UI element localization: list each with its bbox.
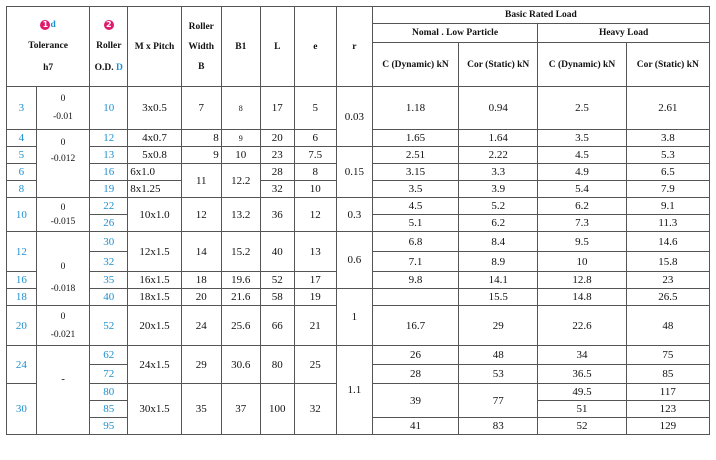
heavy-c-value: 7.3 <box>538 215 626 232</box>
l-value: 80 <box>260 346 294 384</box>
heavy-cor-header: Cor (Static) kN <box>626 43 709 87</box>
mxpitch-value: 5x0.8 <box>128 147 181 164</box>
normal-cor-value: 3.3 <box>459 164 538 181</box>
normal-cor-value: 0.94 <box>459 87 538 130</box>
roller-width-value: 8 <box>181 130 221 147</box>
roller-width-value: 11 <box>181 164 221 198</box>
r-header: r <box>336 7 372 87</box>
b1-value: 25.6 <box>221 306 260 346</box>
normal-c-value: 16.7 <box>372 306 458 346</box>
tolerance-cell: 0 -0.01 <box>36 87 89 130</box>
e-value: 7.5 <box>294 147 336 164</box>
heavy-c-value: 9.5 <box>538 232 626 252</box>
tolerance-cell: 0 -0.018 <box>36 232 89 306</box>
l-value: 52 <box>260 272 294 289</box>
e-value: 10 <box>294 181 336 198</box>
d-value: 16 <box>7 272 37 289</box>
heavy-load-header: Heavy Load <box>538 24 710 43</box>
r-value: 0.6 <box>336 232 372 289</box>
e-value: 19 <box>294 289 336 306</box>
roller-width-value: 18 <box>181 272 221 289</box>
roller-od-header <box>90 7 128 87</box>
normal-c-value: 1.65 <box>372 130 458 147</box>
normal-cor-value: 15.5 <box>459 289 538 306</box>
l-value: 32 <box>260 181 294 198</box>
roller-od-value: 40 <box>90 289 128 306</box>
d-value: 6 <box>7 164 37 181</box>
l-value: 66 <box>260 306 294 346</box>
table-row <box>7 147 710 164</box>
e-value: 12 <box>294 198 336 232</box>
basic-rated-load-header: Basic Rated Load <box>372 7 709 24</box>
heavy-c-value: 49.5 <box>538 384 626 401</box>
heavy-c-value: 51 <box>538 401 626 418</box>
table-row <box>7 198 710 215</box>
b1-value: 8 <box>221 87 260 130</box>
table-row <box>7 232 710 252</box>
normal-c-value: 4.5 <box>372 198 458 215</box>
d-value: 10 <box>7 198 37 232</box>
table-row <box>7 346 710 365</box>
normal-cor-value: 77 <box>459 384 538 418</box>
roller-width-line1: Roller <box>188 21 214 32</box>
mxpitch-value: 4x0.7 <box>128 130 181 147</box>
d-value: 4 <box>7 130 37 147</box>
roller-width-header <box>181 7 221 87</box>
mxpitch-value: 3x0.5 <box>128 87 181 130</box>
heavy-cor-value: 7.9 <box>626 181 709 198</box>
d-value: 24 <box>7 346 37 384</box>
normal-c-value: 39 <box>372 384 458 418</box>
heavy-c-header: C (Dynamic) kN <box>538 43 626 87</box>
roller-width-value: 29 <box>181 346 221 384</box>
e-value: 17 <box>294 272 336 289</box>
heavy-cor-value: 48 <box>626 306 709 346</box>
roller-od-value: 95 <box>90 418 128 435</box>
mxpitch-value: 8x1.25 <box>128 181 181 198</box>
normal-cor-value: 2.22 <box>459 147 538 164</box>
tolerance-cell: 0 -0.012 <box>36 130 89 198</box>
normal-cor-value: 53 <box>459 365 538 384</box>
r-value: 0.03 <box>336 87 372 147</box>
roller-od-value: 62 <box>90 346 128 365</box>
heavy-c-value: 6.2 <box>538 198 626 215</box>
e-header: e <box>294 7 336 87</box>
tolerance-cell: 0 -0.021 <box>36 306 89 346</box>
b1-value: 12.2 <box>221 164 260 198</box>
normal-cor-header: Cor (Static) kN <box>459 43 538 87</box>
normal-cor-value: 14.1 <box>459 272 538 289</box>
l-value: 58 <box>260 289 294 306</box>
heavy-cor-value: 14.6 <box>626 232 709 252</box>
heavy-c-value: 22.6 <box>538 306 626 346</box>
tolerance-d-label: d <box>50 20 56 31</box>
roller-od-value: 12 <box>90 130 128 147</box>
e-value: 32 <box>294 384 336 435</box>
heavy-c-value: 4.9 <box>538 164 626 181</box>
b1-header: B1 <box>221 7 260 87</box>
roller-od-value: 85 <box>90 401 128 418</box>
normal-cor-value: 5.2 <box>459 198 538 215</box>
heavy-cor-value: 117 <box>626 384 709 401</box>
e-value: 25 <box>294 346 336 384</box>
heavy-cor-value: 11.3 <box>626 215 709 232</box>
l-value: 28 <box>260 164 294 181</box>
b1-value: 10 <box>221 147 260 164</box>
roller-od-value: 72 <box>90 365 128 384</box>
roller-od-value: 80 <box>90 384 128 401</box>
table-row <box>7 289 710 306</box>
roller-width-line3: B <box>198 61 205 72</box>
heavy-cor-value: 5.3 <box>626 147 709 164</box>
l-value: 100 <box>260 384 294 435</box>
spec-table <box>6 6 710 435</box>
d-value: 3 <box>7 87 37 130</box>
roller-od-value: 19 <box>90 181 128 198</box>
d-value: 30 <box>7 384 37 435</box>
l-value: 17 <box>260 87 294 130</box>
normal-cor-value: 3.9 <box>459 181 538 198</box>
normal-cor-value: 8.4 <box>459 232 538 252</box>
d-value: 12 <box>7 232 37 272</box>
heavy-c-value: 3.5 <box>538 130 626 147</box>
d-value: 5 <box>7 147 37 164</box>
normal-c-value <box>372 289 458 306</box>
l-value: 36 <box>260 198 294 232</box>
roller-od-value: 13 <box>90 147 128 164</box>
mxpitch-value: 18x1.5 <box>128 289 181 306</box>
roller-od-value: 30 <box>90 232 128 252</box>
e-value: 5 <box>294 87 336 130</box>
r-value: 0.3 <box>336 198 372 232</box>
roller-od-value: 32 <box>90 252 128 272</box>
roller-width-value: 20 <box>181 289 221 306</box>
d-value: 18 <box>7 289 37 306</box>
table-row <box>7 87 710 130</box>
heavy-c-value: 36.5 <box>538 365 626 384</box>
normal-c-value: 5.1 <box>372 215 458 232</box>
b1-value: 30.6 <box>221 346 260 384</box>
heavy-c-value: 5.4 <box>538 181 626 198</box>
e-value: 6 <box>294 130 336 147</box>
tolerance-h7-label: h7 <box>43 63 54 74</box>
heavy-c-value: 4.5 <box>538 147 626 164</box>
roller-od-value: 35 <box>90 272 128 289</box>
mxpitch-value: 6x1.0 <box>128 164 181 181</box>
normal-cor-value: 83 <box>459 418 538 435</box>
d-value: 20 <box>7 306 37 346</box>
heavy-c-value: 34 <box>538 346 626 365</box>
heavy-cor-value: 9.1 <box>626 198 709 215</box>
roller-od-label: O.D. <box>94 63 114 74</box>
heavy-c-value: 52 <box>538 418 626 435</box>
roller-width-value: 35 <box>181 384 221 435</box>
spec-table-container <box>6 6 710 435</box>
r-value: 0.15 <box>336 147 372 198</box>
mxpitch-header: M x Pitch <box>128 7 181 87</box>
l-value: 20 <box>260 130 294 147</box>
roller-width-value: 24 <box>181 306 221 346</box>
badge-2-icon: 2 <box>104 20 114 30</box>
normal-c-value: 1.18 <box>372 87 458 130</box>
normal-low-header: Nomal . Low Particle <box>372 24 537 43</box>
normal-cor-value: 1.64 <box>459 130 538 147</box>
e-value: 8 <box>294 164 336 181</box>
heavy-cor-value: 15.8 <box>626 252 709 272</box>
normal-cor-value: 8.9 <box>459 252 538 272</box>
heavy-cor-value: 2.61 <box>626 87 709 130</box>
roller-od-value: 22 <box>90 198 128 215</box>
tolerance-label: Tolerance <box>28 41 68 52</box>
normal-cor-value: 29 <box>459 306 538 346</box>
heavy-cor-value: 23 <box>626 272 709 289</box>
normal-c-value: 7.1 <box>372 252 458 272</box>
roller-width-value: 12 <box>181 198 221 232</box>
roller-od-value: 26 <box>90 215 128 232</box>
normal-c-value: 3.15 <box>372 164 458 181</box>
heavy-cor-value: 6.5 <box>626 164 709 181</box>
normal-cor-value: 48 <box>459 346 538 365</box>
heavy-c-value: 2.5 <box>538 87 626 130</box>
heavy-c-value: 12.8 <box>538 272 626 289</box>
heavy-c-value: 14.8 <box>538 289 626 306</box>
roller-width-value: 9 <box>181 147 221 164</box>
heavy-cor-value: 75 <box>626 346 709 365</box>
r-value: 1.1 <box>336 346 372 435</box>
heavy-cor-value: 85 <box>626 365 709 384</box>
b1-value: 9 <box>221 130 260 147</box>
roller-width-value: 7 <box>181 87 221 130</box>
heavy-cor-value: 26.5 <box>626 289 709 306</box>
tolerance-cell: 0 -0.015 <box>36 198 89 232</box>
heavy-cor-value: 123 <box>626 401 709 418</box>
roller-od-value: 16 <box>90 164 128 181</box>
b1-value: 13.2 <box>221 198 260 232</box>
d-value: 8 <box>7 181 37 198</box>
normal-c-value: 9.8 <box>372 272 458 289</box>
mxpitch-value: 12x1.5 <box>128 232 181 272</box>
heavy-c-value: 10 <box>538 252 626 272</box>
normal-cor-value: 6.2 <box>459 215 538 232</box>
mxpitch-value: 24x1.5 <box>128 346 181 384</box>
b1-value: 19.6 <box>221 272 260 289</box>
heavy-cor-value: 3.8 <box>626 130 709 147</box>
roller-width-line2: Width <box>188 41 215 52</box>
e-value: 13 <box>294 232 336 272</box>
l-value: 40 <box>260 232 294 272</box>
b1-value: 21.6 <box>221 289 260 306</box>
normal-c-value: 3.5 <box>372 181 458 198</box>
normal-c-value: 41 <box>372 418 458 435</box>
normal-c-value: 6.8 <box>372 232 458 252</box>
mxpitch-value: 10x1.0 <box>128 198 181 232</box>
roller-od-value: 10 <box>90 87 128 130</box>
normal-c-value: 28 <box>372 365 458 384</box>
e-value: 21 <box>294 306 336 346</box>
mxpitch-value: 20x1.5 <box>128 306 181 346</box>
b1-value: 37 <box>221 384 260 435</box>
tolerance-cell: - <box>36 346 89 435</box>
roller-label: Roller <box>96 41 122 52</box>
tolerance-header <box>7 7 90 87</box>
l-header: L <box>260 7 294 87</box>
heavy-cor-value: 129 <box>626 418 709 435</box>
b1-value: 15.2 <box>221 232 260 272</box>
normal-c-value: 26 <box>372 346 458 365</box>
badge-1-icon: 1 <box>40 20 50 30</box>
roller-od-d-label: D <box>116 63 123 74</box>
roller-width-value: 14 <box>181 232 221 272</box>
normal-c-header: C (Dynamic) kN <box>372 43 458 87</box>
mxpitch-value: 30x1.5 <box>128 384 181 435</box>
r-value: 1 <box>336 289 372 346</box>
mxpitch-value: 16x1.5 <box>128 272 181 289</box>
l-value: 23 <box>260 147 294 164</box>
roller-od-value: 52 <box>90 306 128 346</box>
normal-c-value: 2.51 <box>372 147 458 164</box>
